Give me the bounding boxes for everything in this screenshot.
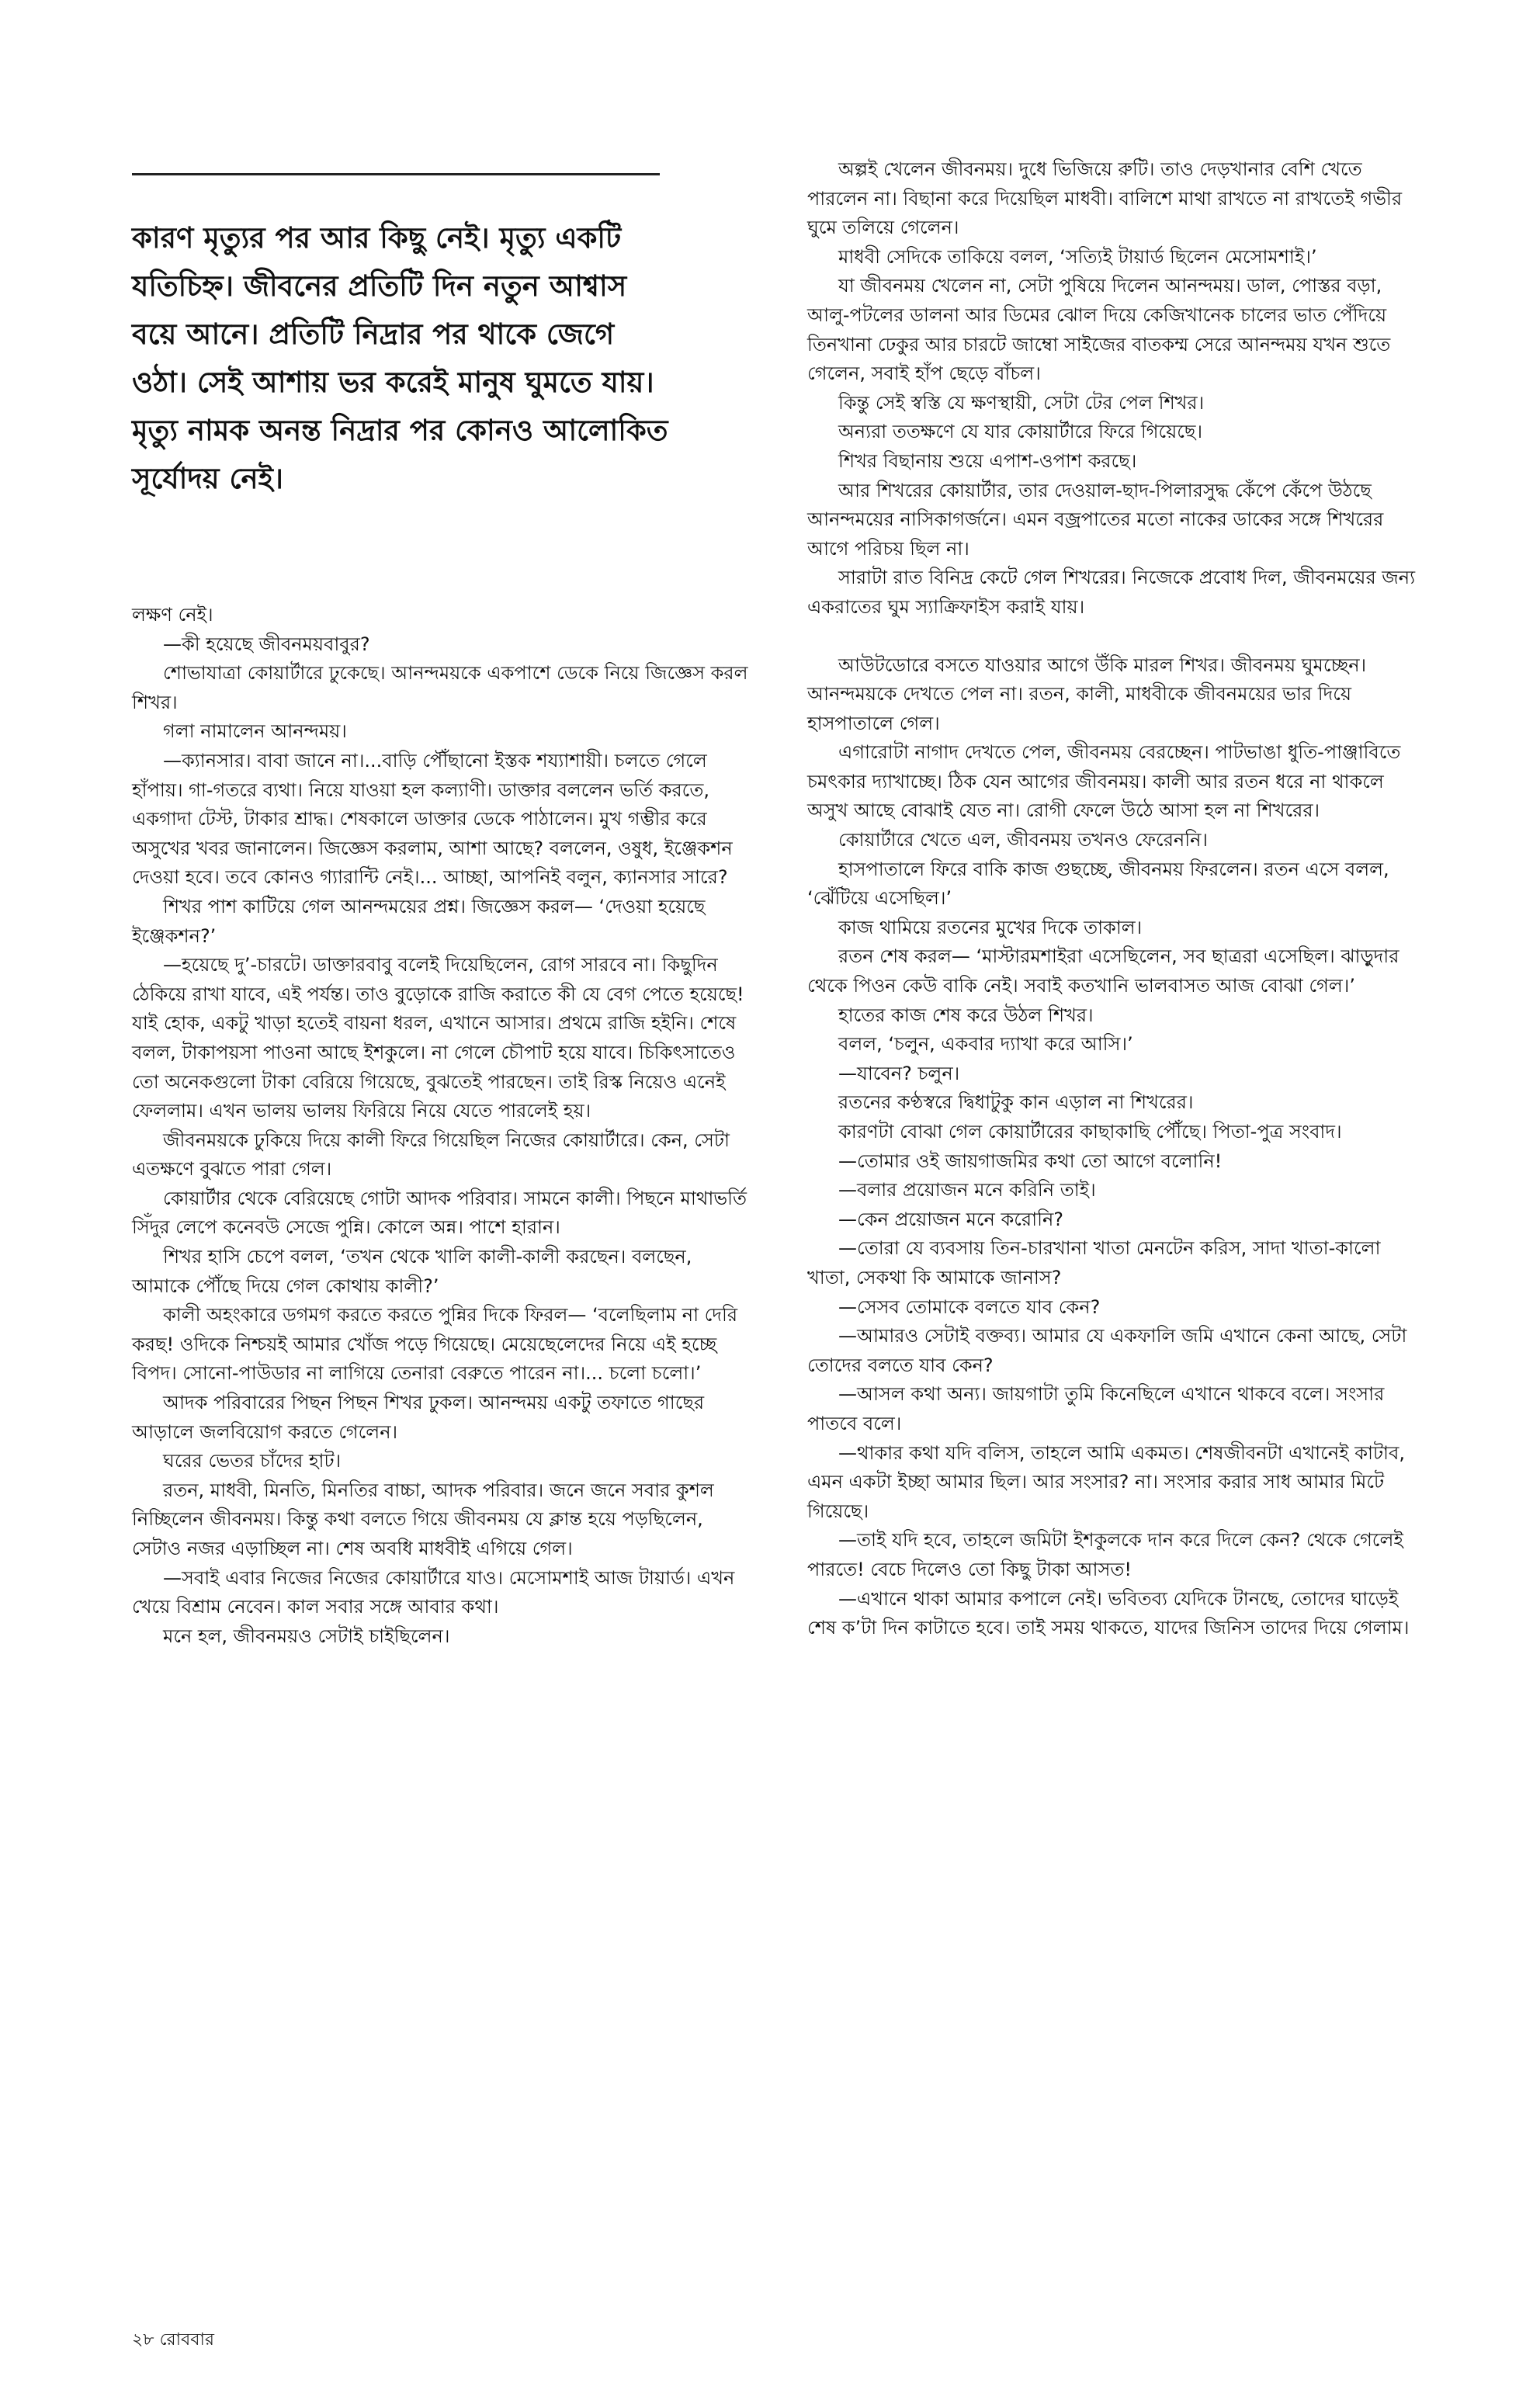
body-paragraph: আর শিখরের কোয়ার্টার, তার দেওয়াল-ছাদ-পিলারসুদ্ধ কেঁপে কেঁপে উঠছে আনন্দময়ের নাসিকাগর্জনে। এমন বজ্রপাতের মতো নাকের ডাকের সঙ্গে শিখরের আগে পরিচয় ছিল না। xyxy=(807,479,1384,560)
body-paragraph: এগারোটা নাগাদ দেখতে পেল, জীবনময় বেরচ্ছেন। পাটভাঙা ধুতি-পাঞ্জাবিতে চমৎকার দ্যাখাচ্ছে। ঠিক যেন আগের জীবনময়। কালী আর রতন ধরে না থাকলে অসুখ আছে বোঝাই যেত না। রোগী ফেলে উঠে আসা হল না শিখরের। xyxy=(807,741,1401,822)
body-paragraph: শিখর হাসি চেপে বলল, ‘তখন থেকে খালি কালী-কালী করছেন। বলছেন, আমাকে পৌঁছে দিয়ে গেল কোথায় কালী?’ xyxy=(132,1246,692,1297)
page-folio: ২৮ রোববার xyxy=(132,2330,214,2350)
body-paragraph: অল্পই খেলেন জীবনময়। দুধে ভিজিয়ে রুটি। তাও দেড়খানার বেশি খেতে পারলেন না। বিছানা করে দিয়েছিল মাধবী। বালিশে মাথা রাখতে না রাখতেই গভীর ঘুমে তলিয়ে গেলেন। xyxy=(807,158,1403,239)
body-paragraph: হাতের কাজ শেষ করে উঠল শিখর। xyxy=(838,1004,1094,1026)
body-paragraph: জীবনময়কে ঢুকিয়ে দিয়ে কালী ফিরে গিয়েছিল নিজের কোয়ার্টারে। কেন, সেটা এতক্ষণে বুঝতে পারা গেল। xyxy=(132,1129,730,1181)
body-paragraph: —আসল কথা অন্য। জায়গাটা তুমি কিনেছিলে এখানে থাকবে বলে। সংসার পাতবে বলে। xyxy=(807,1383,1385,1434)
body-paragraph: —বলার প্রয়োজন মনে করিনি তাই। xyxy=(838,1179,1096,1202)
left-column xyxy=(132,601,753,1651)
body-paragraph: রতনের কণ্ঠস্বরে দ্বিধাটুকু কান এড়াল না শিখরের। xyxy=(838,1091,1194,1114)
body-paragraph: —হয়েছে দু’-চারটে। ডাক্তারবাবু বলেই দিয়েছিলেন, রোগ সারবে না। কিছুদিন ঠেকিয়ে রাখা যাবে, এই পর্যন্ত। তাও বুড়োকে রাজি করাতে কী যে বেগ পেতে হয়েছে! যাই হোক, একটু খাড়া হতেই বায়না ধরল, এখানে আসার। প্রথমে রাজি হইনি। শেষে বলল, টাকাপয়সা পাওনা আছে ইশকুলে। না গেলে চৌপাট হয়ে যাবে। চিকিৎসাতেও তো অনেকগুলো টাকা বেরিয়ে গিয়েছে, বুঝতেই পারছেন। তাই রিস্ক নিয়েও এনেই ফেললাম। এখন ভালয় ভালয় ফিরিয়ে নিয়ে যেতে পারলেই হয়। xyxy=(132,954,744,1122)
pull-quote: কারণ মৃত্যুর পর আর কিছু নেই। মৃত্যু একটি যতিচিহ্ন। জীবনের প্রতিটি দিন নতুন আশ্বাস বয়ে আনে। প্রতিটি নিদ্রার পর থাকে জেগে ওঠা। সেই আশায় ভর করেই মানুষ ঘুমতে যায়। মৃত্যু নামক অনন্ত নিদ্রার পর কোনও আলোকিত সূর্যোদয় নেই। xyxy=(132,221,668,495)
body-paragraph: কিন্তু সেই স্বস্তি যে ক্ষণস্থায়ী, সেটা টের পেল শিখর। xyxy=(838,391,1205,414)
body-paragraph: অন্যরা ততক্ষণে যে যার কোয়ার্টারে ফিরে গিয়েছে। xyxy=(838,421,1203,443)
body-paragraph: —আমারও সেটাই বক্তব্য। আমার যে একফালি জমি এখানে কেনা আছে, সেটা তোদের বলতে যাব কেন? xyxy=(807,1325,1407,1376)
body-paragraph: বলল, ‘চলুন, একবার দ্যাখা করে আসি।’ xyxy=(838,1033,1133,1056)
body-paragraph: গলা নামালেন আনন্দময়। xyxy=(163,720,347,743)
body-paragraph: সারাটা রাত বিনিদ্র কেটে গেল শিখরের। নিজেকে প্রবোধ দিল, জীবনময়ের জন্য একরাতের ঘুম স্যাক্রিফাইস করাই যায়। xyxy=(807,567,1416,618)
body-paragraph: কোয়ার্টারে খেতে এল, জীবনময় তখনও ফেরেননি। xyxy=(838,829,1208,851)
body-paragraph: মনে হল, জীবনময়ও সেটাই চাইছিলেন। xyxy=(163,1625,450,1647)
body-paragraph: —ক্যানসার। বাবা জানে না।...বাড়ি পৌঁছানো ইস্তক শয্যাশায়ী। চলতে গেলে হাঁপায়। গা-গতরে ব্যথা। নিয়ে যাওয়া হল কল্যাণী। ডাক্তার বললেন ভর্তি করতে, একগাদা টেস্ট, টাকার শ্রাদ্ধ। শেষকালে ডাক্তার ডেকে পাঠালেন। মুখ গম্ভীর করে অসুখের খবর জানালেন। জিজ্ঞেস করলাম, আশা আছে? বললেন, ওষুধ, ইঞ্জেকশন দেওয়া হবে। তবে কোনও গ্যারান্টি নেই।... আচ্ছা, আপনিই বলুন, ক্যানসার সারে? xyxy=(132,749,733,889)
body-paragraph: —এখানে থাকা আমার কপালে নেই। ভবিতব্য যেদিকে টানছে, তোদের ঘাড়েই শেষ ক’টা দিন কাটাতে হবে। তাই সময় থাকতে, যাদের জিনিস তাদের দিয়ে গেলাম। xyxy=(807,1587,1410,1639)
body-paragraph: হাসপাতালে ফিরে বাকি কাজ গুছচ্ছে, জীবনময় ফিরলেন। রতন এসে বলল, ‘ঝেঁটিয়ে এসেছিল।’ xyxy=(807,858,1389,910)
body-paragraph: রতন শেষ করল— ‘মাস্টারমশাইরা এসেছিলেন, সব ছাত্ররা এসেছিল। ঝাড়ুদার থেকে পিওন কেউ বাকি নেই। সবাই কতখানি ভালবাসত আজ বোঝা গেল।’ xyxy=(807,945,1400,997)
body-paragraph: মাধবী সেদিকে তাকিয়ে বলল, ‘সত্যিই টায়ার্ড ছিলেন মেসোমশাই।’ xyxy=(838,245,1317,268)
body-paragraph: —সেসব তোমাকে বলতে যাব কেন? xyxy=(838,1295,1101,1318)
body-paragraph: —তোরা যে ব্যবসায় তিন-চারখানা খাতা মেনটেন করিস, সাদা খাতা-কালো খাতা, সেকথা কি আমাকে জানাস? xyxy=(807,1237,1381,1288)
right-column xyxy=(807,155,1428,1643)
body-paragraph: শিখর পাশ কাটিয়ে গেল আনন্দময়ের প্রশ্ন। জিজ্ঞেস করল— ‘দেওয়া হয়েছে ইঞ্জেকশন?’ xyxy=(132,895,706,947)
body-paragraph: আদক পরিবারের পিছন পিছন শিখর ঢুকল। আনন্দময় একটু তফাতে গাছের আড়ালে জলবিয়োগ করতে গেলেন। xyxy=(132,1392,705,1443)
body-paragraph: ঘরের ভেতর চাঁদের হাট। xyxy=(163,1450,342,1472)
body-paragraph: কারণটা বোঝা গেল কোয়ার্টারের কাছাকাছি পৌঁছে। পিতা-পুত্র সংবাদ। xyxy=(838,1121,1342,1143)
body-paragraph: —তাই যদি হবে, তাহলে জমিটা ইশকুলকে দান করে দিলে কেন? থেকে গেলেই পারতে! বেচে দিলেও তো কিছু টাকা আসত! xyxy=(807,1529,1403,1580)
body-paragraph: শিখর বিছানায় শুয়ে এপাশ-ওপাশ করছে। xyxy=(838,449,1137,472)
body-paragraph: কোয়ার্টার থেকে বেরিয়েছে গোটা আদক পরিবার। সামনে কালী। পিছনে মাথাভর্তি সিঁদুর লেপে কনেবউ সেজে পুন্নি। কোলে অন্ন। পাশে হারান। xyxy=(132,1187,747,1239)
body-paragraph: —থাকার কথা যদি বলিস, তাহলে আমি একমত। শেষজীবনটা এখানেই কাটাব, এমন একটা ইচ্ছা আমার ছিল। আর সংসার? না। সংসার করার সাধ আমার মিটে গিয়েছে। xyxy=(807,1441,1405,1522)
body-paragraph: যা জীবনময় খেলেন না, সেটা পুষিয়ে দিলেন আনন্দময়। ডাল, পোস্তর বড়া, আলু-পটলের ডালনা আর ডিমের ঝোল দিয়ে কেজিখানেক চালের ভাত পেঁদিয়ে তিনখানা ঢেকুর আর চারটে জাম্বো সাইজের বাতকম্ম সেরে আনন্দময় যখন শুতে গেলেন, সবাই হাঁপ ছেড়ে বাঁচল। xyxy=(807,275,1391,385)
body-paragraph: —কেন প্রয়োজন মনে করোনি? xyxy=(838,1208,1064,1230)
body-paragraph: কালী অহংকারে ডগমগ করতে করতে পুন্নির দিকে ফিরল— ‘বলেছিলাম না দেরি করছ! ওদিকে নিশ্চয়ই আমার খোঁজ পড়ে গিয়েছে। মেয়েছেলেদের নিয়ে এই হচ্ছে বিপদ। সোনো-পাউডার না লাগিয়ে তেনারা বেরুতে পারেন না।... চলো চলো।’ xyxy=(132,1304,738,1385)
body-paragraph: লক্ষণ নেই। xyxy=(132,604,213,626)
body-paragraph: শোভাযাত্রা কোয়ার্টারে ঢুকেছে। আনন্দময়কে একপাশে ডেকে নিয়ে জিজ্ঞেস করল শিখর। xyxy=(132,662,748,713)
body-paragraph: —সবাই এবার নিজের নিজের কোয়ার্টারে যাও। মেসোমশাই আজ টায়ার্ড। এখন খেয়ে বিশ্রাম নেবেন। কাল সবার সঙ্গে আবার কথা। xyxy=(132,1566,735,1618)
body-paragraph: রতন, মাধবী, মিনতি, মিনতির বাচ্চা, আদক পরিবার। জনে জনে সবার কুশল নিচ্ছিলেন জীবনময়। কিন্তু কথা বলতে গিয়ে জীবনময় যে ক্লান্ত হয়ে পড়ছিলেন, সেটাও নজর এড়াচ্ছিল না। শেষ অবধি মাধবীই এগিয়ে গেল। xyxy=(132,1479,714,1559)
body-paragraph: কাজ থামিয়ে রতনের মুখের দিকে তাকাল। xyxy=(838,916,1143,938)
body-paragraph: আউটডোরে বসতে যাওয়ার আগে উঁকি মারল শিখর। জীবনময় ঘুমচ্ছেন। আনন্দময়কে দেখতে পেল না। রতন, কালী, মাধবীকে জীবনময়ের ভার দিয়ে হাসপাতালে গেল। xyxy=(807,654,1367,734)
body-paragraph: —তোমার ওই জায়গাজমির কথা তো আগে বলোনি! xyxy=(838,1150,1223,1172)
pull-quote-rule xyxy=(132,173,660,175)
body-paragraph: —যাবেন? চলুন। xyxy=(838,1062,960,1084)
body-paragraph: —কী হয়েছে জীবনময়বাবুর? xyxy=(163,633,370,655)
